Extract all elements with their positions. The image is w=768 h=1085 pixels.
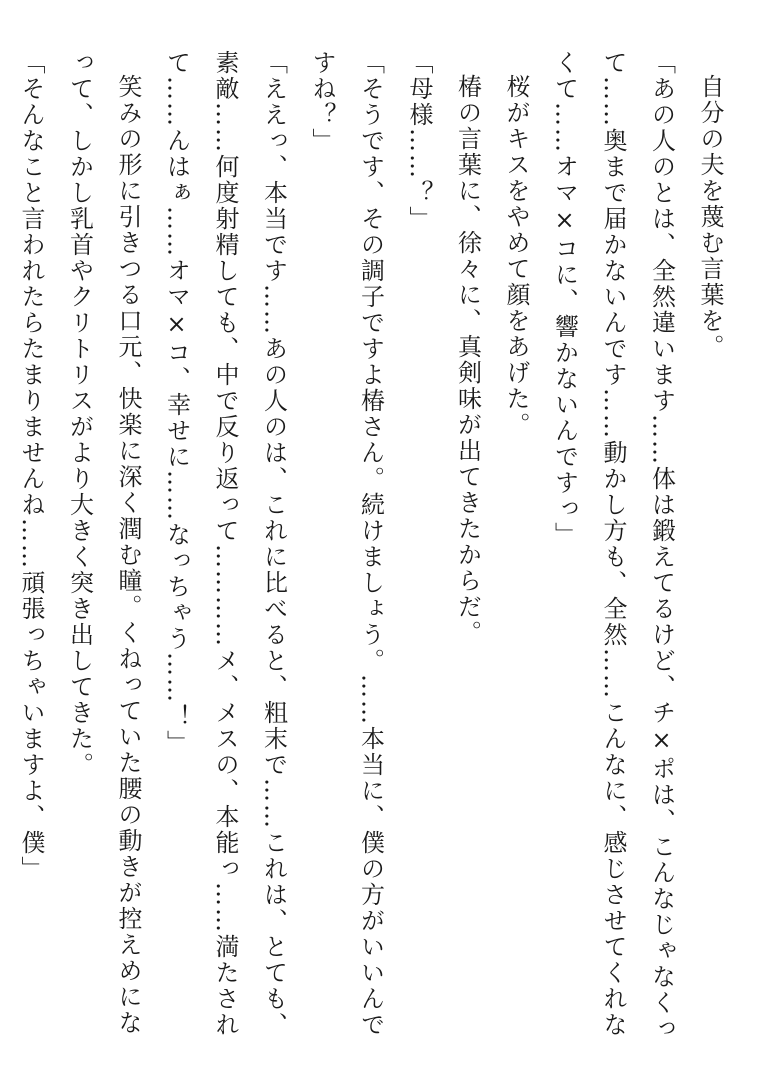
paragraph-2: 「あの人のとは、全然違います……体は鍛えてるけど、チ×ポは、こんなじゃなくって……奥まで届かないんです……動かし方も、全然……こんなに、感じさせてくれなくて……オマ×コに、響かないんですっ」 [550, 50, 676, 1042]
paragraph-8: 笑みの形に引きつる口元、快楽に深く潤む瞳。くねっていた腰の動きが控えめになって、しかし乳首やクリトリスがより大きく突き出してきた。 [65, 50, 142, 1036]
paragraph-7: 「ええっ、本当です……あの人のは、これに比べると、粗末で……これは、とても、素敵……何度射精しても、中で反り返って…………メ、メスの、本能っ……満たされて……んはぁ……オマ×コ、幸せに……なっちゃう……！」 [162, 50, 288, 1038]
paragraph-6: 「そうです、その調子ですよ椿さん。続けましょう。……本当に、僕の方がいいんですね？」 [308, 50, 385, 1038]
paragraph-9: 「そんなこと言われたらたまりませんね……頑張っちゃいますよ、僕」 [17, 50, 45, 882]
paragraph-5: 「母様……？」 [405, 50, 433, 232]
vertical-text-body [17, 50, 734, 1060]
paragraph-3: 桜がキスをやめて顔をあげた。 [502, 74, 530, 438]
paragraph-4: 椿の言葉に、徐々に、真剣味が出てきたからだ。 [453, 74, 482, 646]
paragraph-1: 自分の夫を蔑む言葉を。 [696, 74, 724, 360]
